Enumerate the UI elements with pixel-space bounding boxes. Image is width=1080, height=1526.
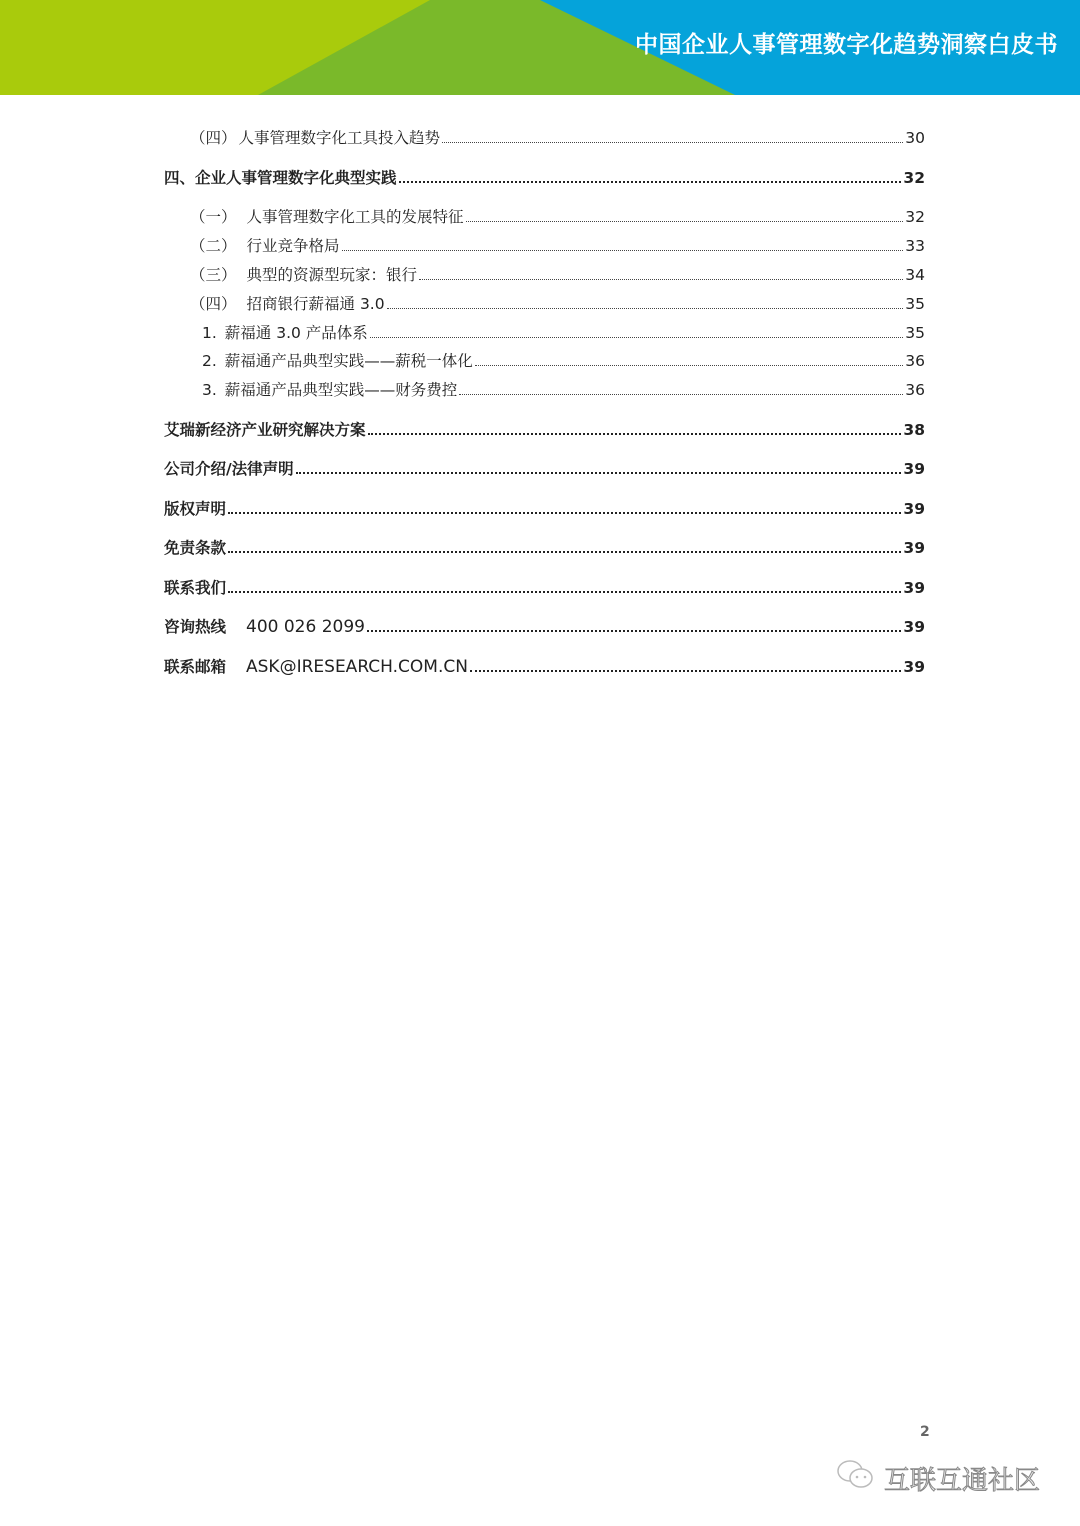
toc-entry[interactable]: （一） 人事管理数字化工具的发展特征 32 <box>190 208 925 226</box>
toc-entry-hotline[interactable]: 咨询热线 400 026 2099 39 <box>164 617 925 637</box>
toc-entry[interactable]: 3. 薪福通产品典型实践——财务费控 36 <box>202 381 925 399</box>
toc-entry-email[interactable]: 联系邮箱 ASK@IRESEARCH.COM.CN 39 <box>164 657 925 677</box>
toc-entry[interactable]: 公司介绍/法律声明 39 <box>164 460 925 478</box>
header-banner <box>0 0 1080 95</box>
page-number: 2 <box>920 1424 930 1440</box>
document-title: 中国企业人事管理数字化趋势洞察白皮书 <box>635 32 1058 58</box>
toc-entry[interactable]: （二） 行业竞争格局 33 <box>190 237 925 255</box>
toc-entry[interactable]: 2. 薪福通产品典型实践——薪税一体化 36 <box>202 352 925 370</box>
toc-entry[interactable]: 四、企业人事管理数字化典型实践 32 <box>164 169 925 187</box>
toc-entry[interactable]: （四） 招商银行薪福通 3.0 35 <box>190 295 925 313</box>
toc-entry[interactable]: 1. 薪福通 3.0 产品体系 35 <box>202 324 925 342</box>
watermark-text: 互联互通社区 <box>884 1466 1041 1496</box>
toc-entry[interactable]: 版权声明 39 <box>164 500 925 518</box>
toc-entry[interactable]: 联系我们 39 <box>164 579 925 597</box>
watermark <box>836 1458 1040 1499</box>
toc-entry[interactable]: 艾瑞新经济产业研究解决方案 38 <box>164 421 925 439</box>
toc-entry[interactable]: 免责条款 39 <box>164 539 925 557</box>
wechat-icon <box>836 1458 876 1499</box>
toc-entry[interactable]: （三） 典型的资源型玩家：银行 34 <box>190 266 925 284</box>
toc-entry[interactable]: （四） 人事管理数字化工具投入趋势 30 <box>190 129 925 147</box>
